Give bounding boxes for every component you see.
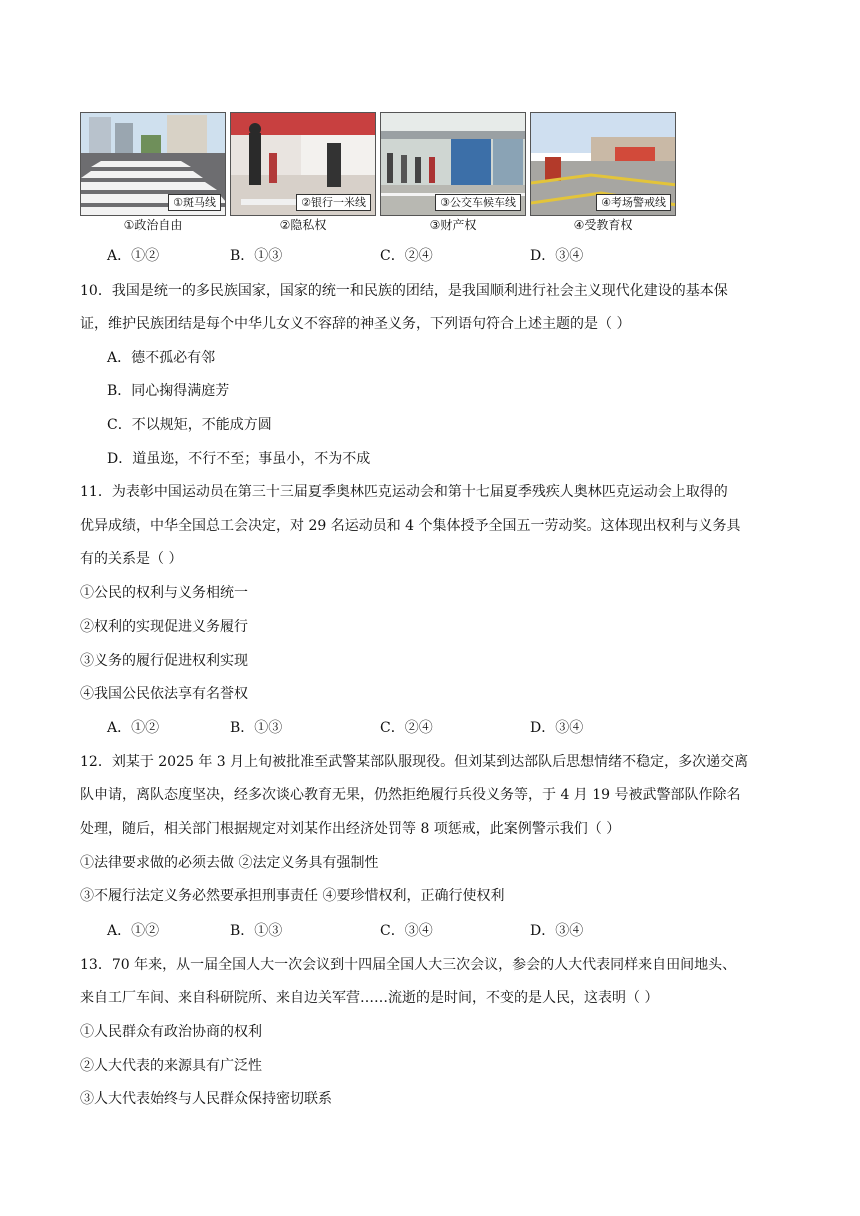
- q11-stem-line: 11．为表彰中国运动员在第三十三届夏季奥林匹克运动会和第十七届夏季残疾人奥林匹克运动会上取得的: [80, 484, 728, 500]
- q13-stem-line: 13．70 年来，从一届全国人大一次会议到十四届全国人大三次会议，参会的人大代表同样来自田间地头、: [80, 957, 737, 973]
- zebra-crossing-photo: [80, 112, 226, 216]
- q13-item: ②人大代表的来源具有广泛性: [80, 1058, 262, 1074]
- q13-item: ①人民群众有政治协商的权利: [80, 1024, 262, 1040]
- q9-option-d[interactable]: D．③④: [530, 248, 584, 264]
- photo-caption: ①政治自由: [123, 218, 183, 232]
- photo-caption: ③财产权: [429, 218, 477, 232]
- q11-option-d[interactable]: D．③④: [530, 720, 584, 736]
- q12-option-c[interactable]: C．③④: [380, 923, 433, 939]
- q13-stem-line: 来自工厂车间、来自科研院所、来自边关军营……流逝的是时间，不变的是人民，这表明（ ）: [80, 990, 659, 1006]
- q9-option-a[interactable]: A．①②: [107, 248, 160, 264]
- q12-option-b[interactable]: B．①③: [230, 923, 283, 939]
- q11-item: ①公民的权利与义务相统一: [80, 585, 248, 601]
- q11-item: ④我国公民依法享有名誉权: [80, 686, 248, 702]
- q12-stem-line: 处理，随后，相关部门根据规定对刘某作出经济处罚等 8 项惩戒，此案例警示我们（ ）: [80, 821, 621, 837]
- photo-strip: [80, 112, 680, 232]
- bank-line-photo: [230, 112, 376, 216]
- q10-option-b[interactable]: B．同心掬得满庭芳: [107, 383, 230, 399]
- q10-option-a[interactable]: A．德不孤必有邻: [107, 350, 216, 366]
- photo-tag: ②银行一米线: [296, 194, 371, 211]
- q12-stem-line: 队申请，离队态度坚决，经多次谈心教育无果，仍然拒绝履行兵役义务等，于 4 月 19 号被武警部队作除名: [80, 787, 741, 803]
- q11-option-b[interactable]: B．①③: [230, 720, 283, 736]
- q10-option-c[interactable]: C．不以规矩，不能成方圆: [107, 417, 272, 433]
- q10-stem-line: 证，维护民族团结是每个中华儿女义不容辞的神圣义务，下列语句符合上述主题的是（ ）: [80, 316, 631, 332]
- photo-caption: ④受教育权: [573, 218, 633, 232]
- q11-stem-line: 优异成绩，中华全国总工会决定，对 29 名运动员和 4 个集体授予全国五一劳动奖。这体现出权利与义务具: [80, 518, 741, 534]
- q9-option-b[interactable]: B．①③: [230, 248, 283, 264]
- photo-caption: ②隐私权: [279, 218, 327, 232]
- q12-item: ①法律要求做的必须去做 ②法定义务具有强制性: [80, 855, 379, 871]
- q11-option-c[interactable]: C．②④: [380, 720, 433, 736]
- photo-tag: ③公交车候车线: [435, 194, 521, 211]
- q11-item: ②权利的实现促进义务履行: [80, 619, 248, 635]
- q12-stem-line: 12．刘某于 2025 年 3 月上旬被批准至武警某部队服现役。但刘某到达部队后思想情绪不稳定，多次递交离: [80, 754, 749, 770]
- q13-item: ③人大代表始终与人民群众保持密切联系: [80, 1091, 332, 1107]
- q11-item: ③义务的履行促进权利实现: [80, 653, 248, 669]
- q10-option-d[interactable]: D．道虽迩，不行不至；事虽小，不为不成: [107, 451, 371, 467]
- q12-item: ③不履行法定义务必然要承担刑事责任 ④要珍惜权利，正确行使权利: [80, 888, 505, 904]
- q11-option-a[interactable]: A．①②: [107, 720, 160, 736]
- photo-tag: ④考场警戒线: [596, 194, 671, 211]
- exam-cordon-photo: [530, 112, 676, 216]
- q9-option-c[interactable]: C．②④: [380, 248, 433, 264]
- q10-stem-line: 10．我国是统一的多民族国家，国家的统一和民族的团结，是我国顺利进行社会主义现代化建设的基本保: [80, 283, 728, 299]
- bus-stop-photo: [380, 112, 526, 216]
- photo-tag: ①斑马线: [168, 194, 221, 211]
- q11-stem-line: 有的关系是（ ）: [80, 551, 183, 567]
- q12-option-a[interactable]: A．①②: [107, 923, 160, 939]
- q12-option-d[interactable]: D．③④: [530, 923, 584, 939]
